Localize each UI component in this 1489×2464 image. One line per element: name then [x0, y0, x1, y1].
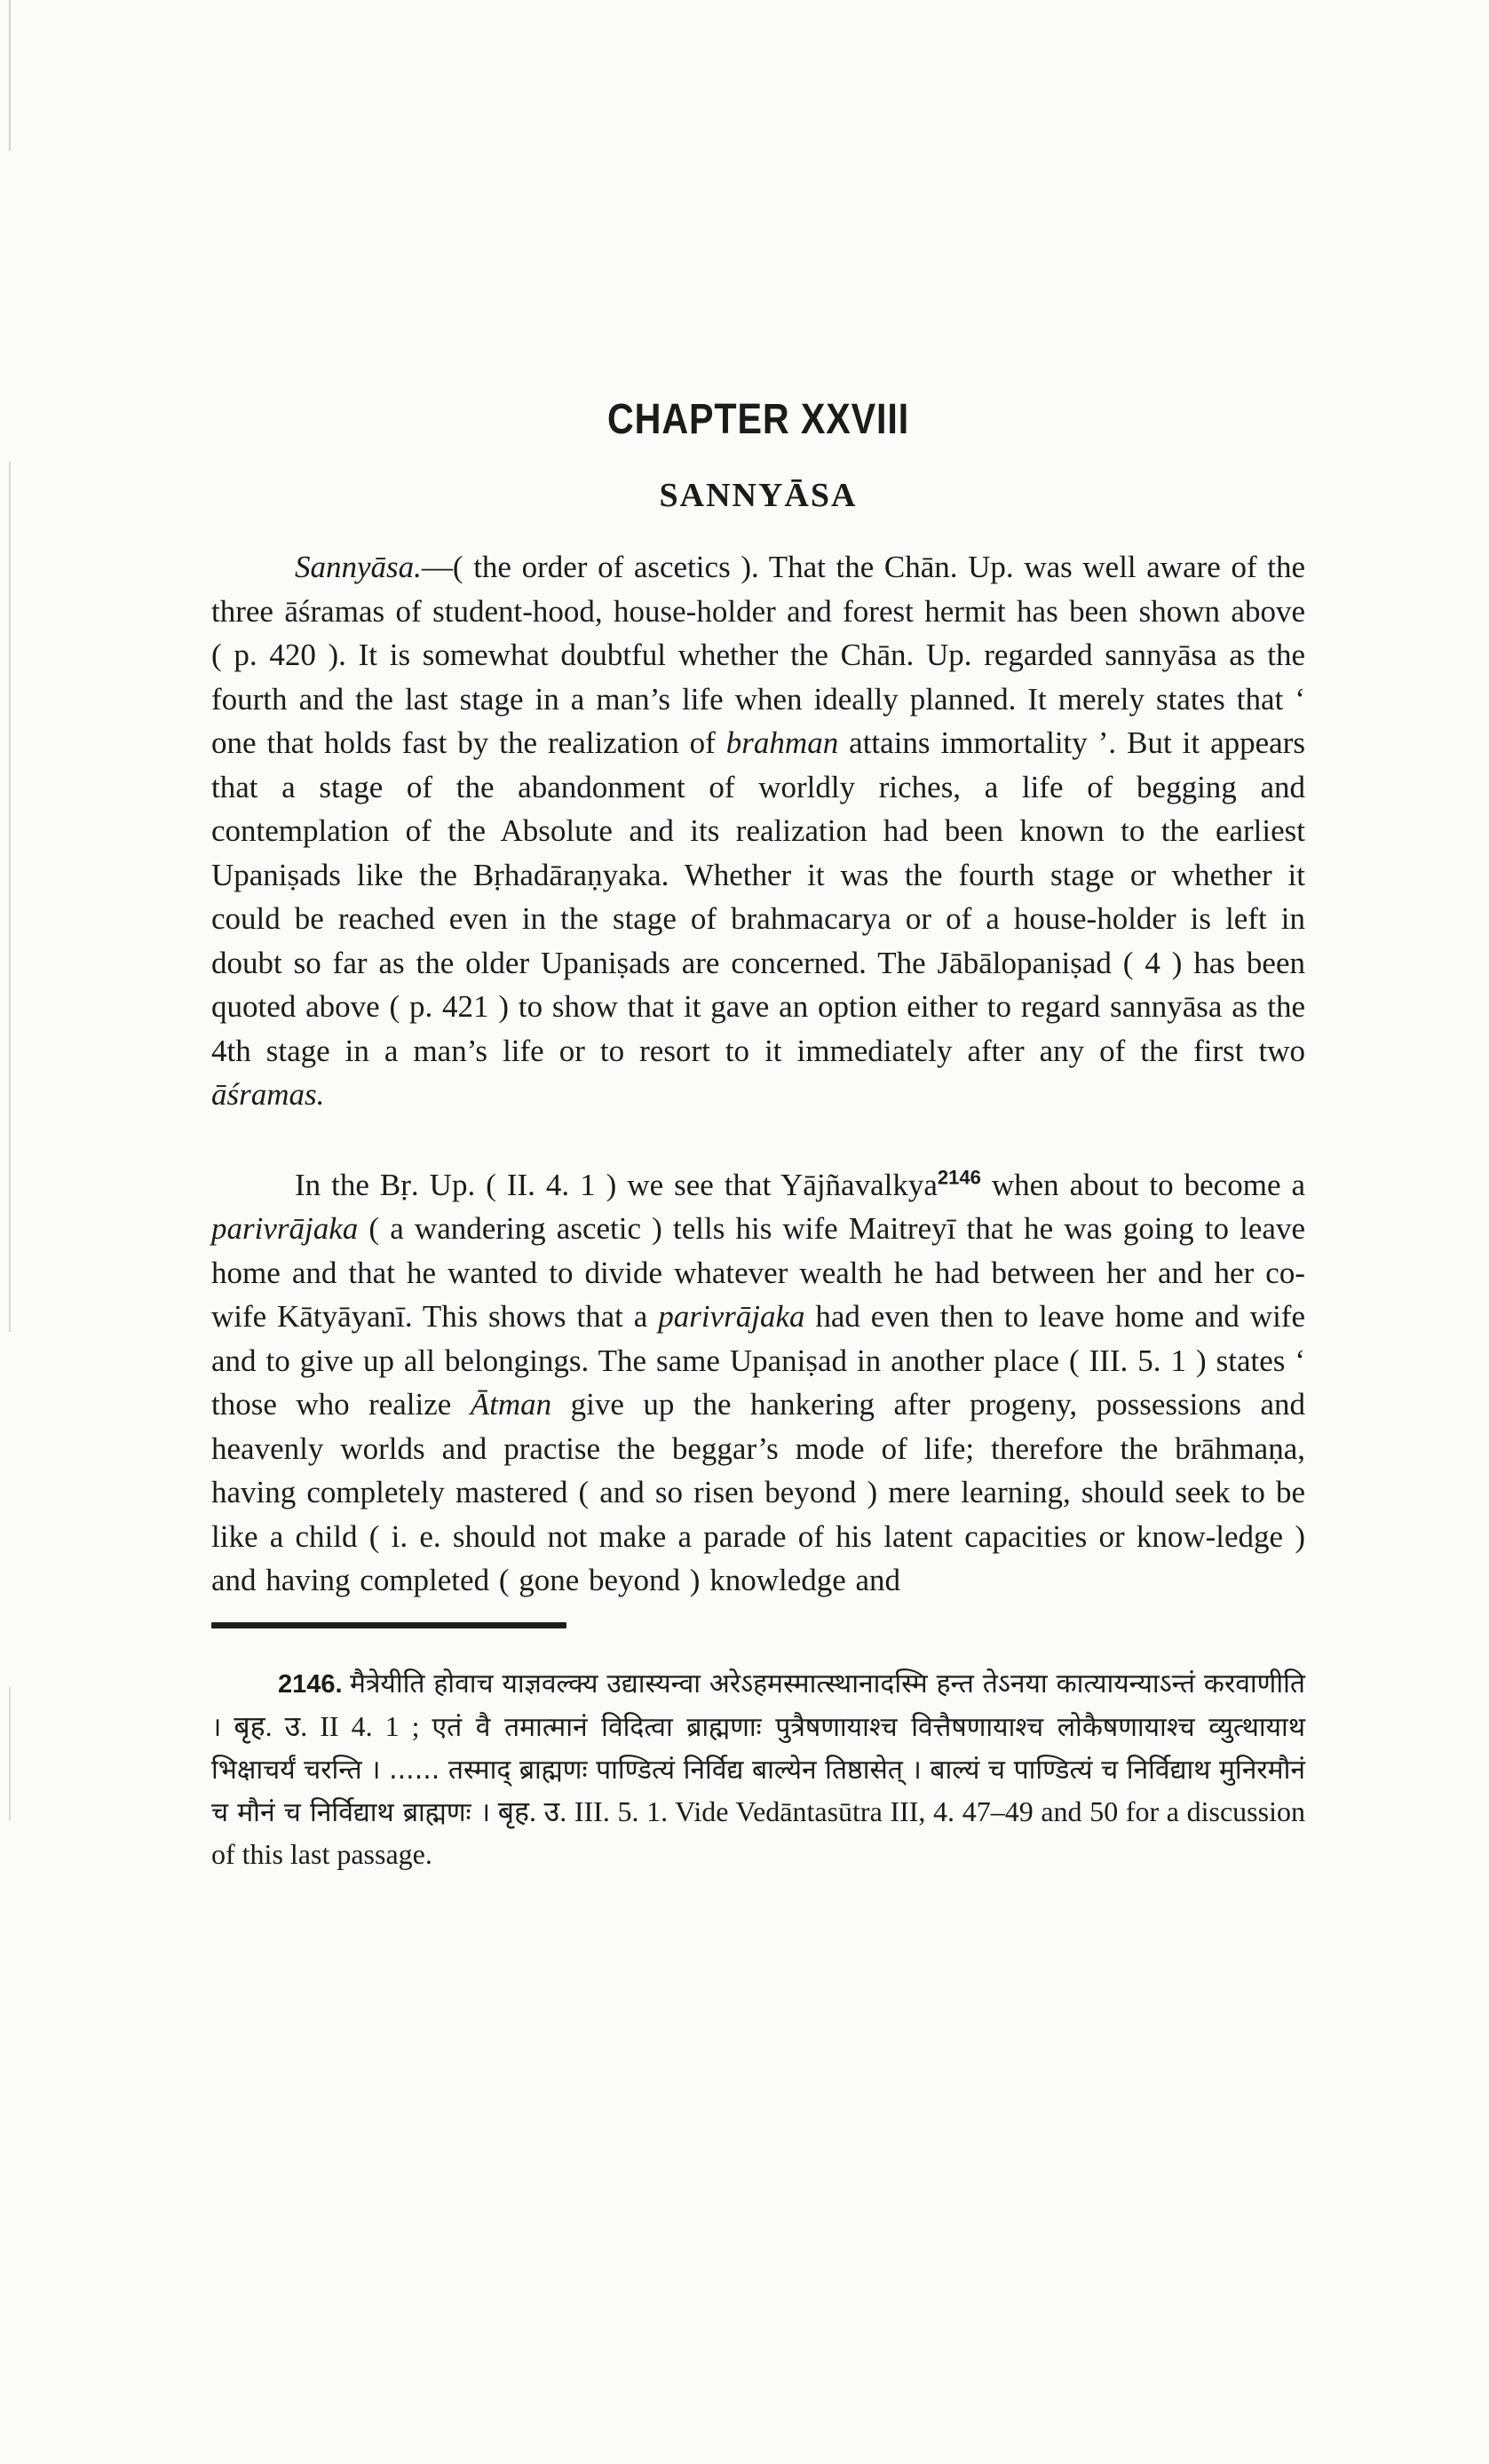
paragraph2-text-2: when about to become a	[980, 1167, 1306, 1202]
book-page	[211, 395, 1305, 1875]
paragraph2-text-5: give up the hankering after progeny, possessions and heavenly worlds and practise the beggar’s mode of life; therefore the brāhmaṇa, having completely mastered ( and so risen beyond ) mere learning, should seek to be like a child ( i. e. should not make a parade of his latent capacities or know-ledge ) and having completed ( gone beyond ) knowledge and	[211, 1387, 1305, 1597]
chapter-title: CHAPTER XXVIII	[606, 396, 910, 443]
footnote-sanskrit-2: एतं वै तमात्मानं विदित्वा ब्राह्मणाः पुत्रैषणायाश्च वित्तैषणायाश्च लोकैषणायाश्च व्युत्थायाथ भिक्षाचर्यं चरन्ति । ...... तस्माद् ब्राह्मणः पाण्डित्यं निर्विद्य बाल्येन तिष्ठासेत् । बाल्यं च पाण्डित्यं च निर्विद्याथ मुनिरमौनं च मौनं च निर्विद्याथ ब्राह्मणः ।	[211, 1711, 1305, 1828]
footnote-reference: 2146	[937, 1165, 981, 1188]
footnote-divider	[211, 1622, 566, 1628]
paragraph2-text-3: ( a wandering ascetic ) tells his wife Maitreyī that he was going to leave home and that he wanted to divide whatever wealth he had between her and her co-wife Kātyāyanī. This shows that a	[211, 1211, 1305, 1334]
term-parivrajaka: parivrājaka	[658, 1299, 805, 1334]
scan-margin-line	[9, 0, 11, 2464]
section-title: SANNYĀSA	[659, 477, 858, 514]
paragraph-sannyasa-intro	[211, 545, 1305, 1117]
term-parivrajaka: parivrājaka	[211, 1211, 359, 1246]
term-atman: Ātman	[470, 1387, 552, 1422]
term-sannyasa: Sannyāsa.	[295, 550, 422, 584]
footnote-2146	[211, 1662, 1305, 1875]
paragraph-yajnavalkya	[211, 1163, 1305, 1603]
paragraph1-text-1: —( the order of ascetics ). That the Chān. Up. was well aware of the three āśramas of student-hood, house-holder and forest hermit has been shown above ( p. 420 ). It is somewhat doubtful whether the Chān. Up. regarded sannyāsa as the fourth and the last stage in a man’s life when ideally planned. It merely states that ‘ one that holds fast by the realization of	[211, 550, 1305, 760]
paragraph1-text-2: attains immortality ’. But it appears that a stage of the abandonment of worldly riches, a life of begging and contemplation of the Absolute and its realization had been known to the earliest Upaniṣads like the Bṛhadāraṇyaka. Whether it was the fourth stage or whether it could be reached even in the stage of brahmacarya or of a house-holder is left in doubt so far as the older Upaniṣads are concerned. The Jābālopaniṣad ( 4 ) has been quoted above ( p. 421 ) to show that it gave an option either to regard sannyāsa as the 4th stage in a man’s life or to resort to it immediately after any of the first two	[211, 725, 1305, 1068]
footnote-number: 2146.	[278, 1669, 343, 1699]
footnote-sanskrit-1: मैत्रेयीति होवाच याज्ञवल्क्य उद्यास्यन्वा अरेऽहमस्मात्स्थानादस्मि हन्त तेऽनया कात्यायन्याऽन्तं करवाणीति ।	[211, 1668, 1306, 1743]
paragraph2-text-4: had even then to leave home and wife and to give up all belongings. The same Upaniṣad in another place ( III. 5. 1 ) states ‘ those who realize	[211, 1299, 1305, 1422]
term-brahman: brahman	[725, 725, 839, 760]
term-asramas: āśramas.	[211, 1077, 325, 1112]
paragraph2-text-1: In the Bṛ. Up. ( II. 4. 1 ) we see that Yājñavalkya	[295, 1167, 938, 1202]
footnote-reference-1: बृह. उ. II 4. 1 ;	[221, 1709, 432, 1742]
footnote-reference-2: बृह. उ. III. 5. 1. Vide Vedāntasūtra III, 4. 47–49 and 50 for a discussion of this last passage.	[211, 1795, 1305, 1870]
